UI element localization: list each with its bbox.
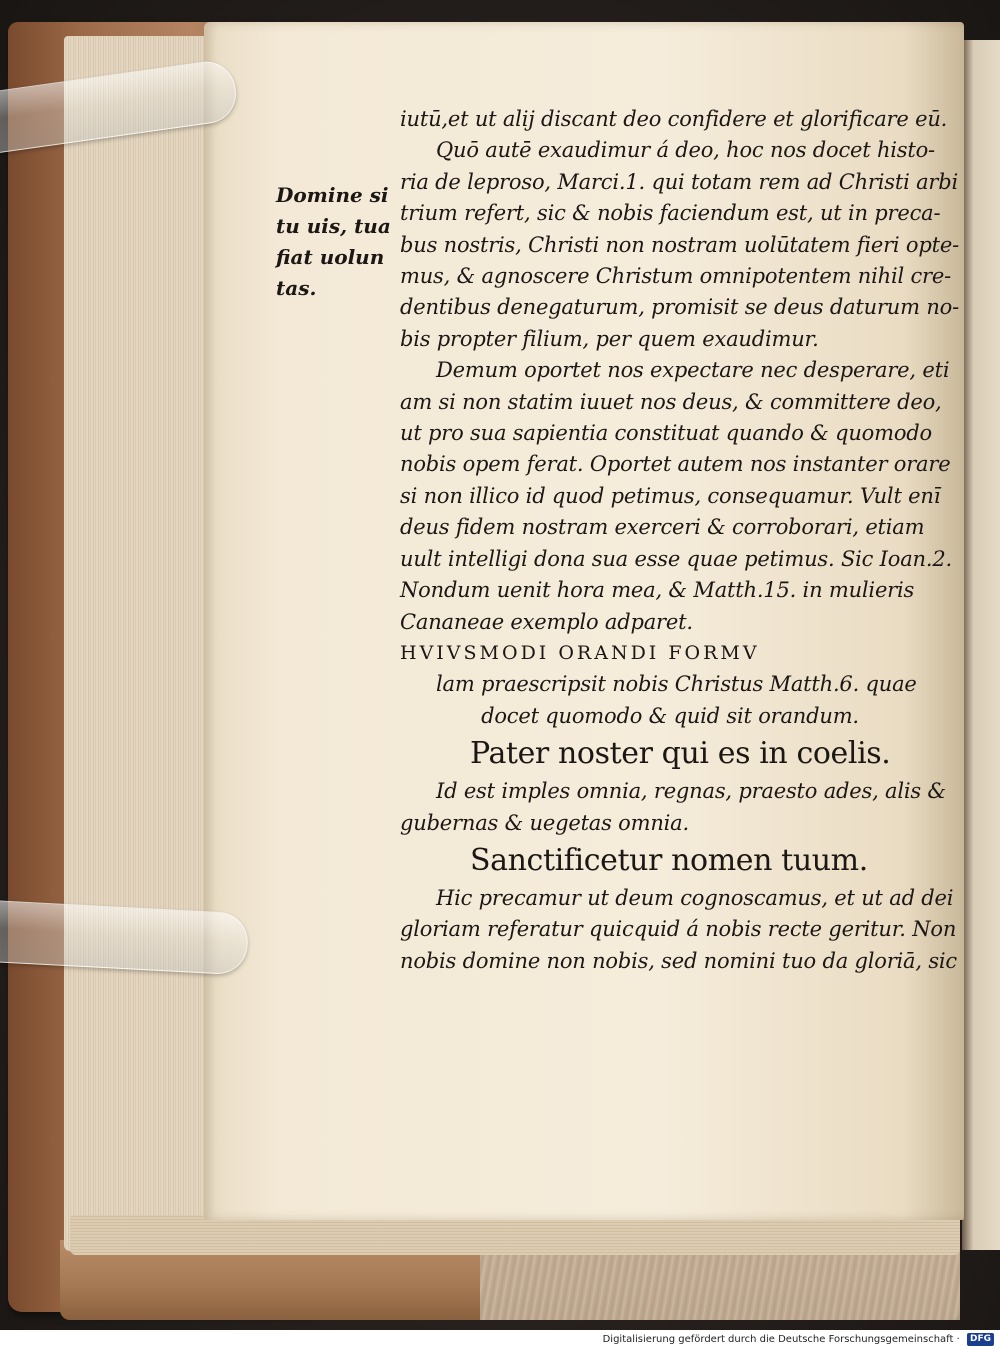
text-line: Cananeae exemplo adparet. — [400, 609, 693, 634]
text-line: ria de leproso, Marci.1. qui totam rem ad Christi arbi — [400, 169, 959, 194]
text-line: nobis opem ferat. Oportet autem nos instanter orare — [400, 452, 951, 477]
text-line: am si non statim iuuet nos deus, & committere deo, — [400, 389, 942, 414]
digitization-footer — [0, 1330, 1000, 1349]
page-stack-edge — [64, 36, 214, 1251]
text-line: Id est imples omnia, regnas, praesto ades, alis & — [436, 779, 946, 804]
text-line: iutū,et ut alij discant deo confidere et glorificare eū. — [400, 107, 948, 131]
margin-note — [276, 180, 406, 304]
margin-note-line: fiat uolun — [276, 245, 385, 269]
spine-cloth — [480, 1250, 960, 1320]
text-line: mus, & agnoscere Christum omnipotentem nihil cre- — [400, 264, 951, 289]
text-line: Hic precamur ut deum cognoscamus, et ut ad dei — [436, 885, 954, 910]
section-heading-line: docet quomodo & quid sit orandum. — [481, 703, 859, 728]
margin-note-line: tas. — [276, 276, 317, 300]
text-line: si non illico id quod petimus, consequamur. Vult enī — [400, 483, 941, 508]
page-stack-bottom-edge — [70, 1215, 960, 1255]
text-line: Demum oportet nos expectare nec desperare, eti — [436, 358, 950, 383]
text-line: uult intelligi dona sua esse quae petimus. Sic Ioan.2. — [400, 546, 952, 571]
section-heading-line: lam praescripsit nobis Christus Matth.6. quae — [436, 672, 917, 697]
text-line: ut pro sua sapientia constituat quando & quomodo — [400, 421, 932, 446]
footer-credit: Digitalisierung gefördert durch die Deutsche Forschungsgemeinschaft · — [602, 1334, 960, 1345]
petition-heading: Pater noster qui es in coelis. — [470, 736, 891, 772]
text-line: bus nostris, Christi non nostram uolūtatem fieri opte- — [400, 232, 959, 257]
text-line: Quō autē exaudimur á deo, hoc nos docet histo- — [436, 138, 935, 163]
facing-page-edge — [962, 40, 1000, 1250]
dfg-logo: DFG — [967, 1333, 994, 1346]
text-line: deus fidem nostram exerceri & corroborari, etiam — [400, 515, 925, 540]
margin-note-line: tu uis, tua — [276, 214, 391, 238]
petition-heading: Sanctificetur nomen tuum. — [470, 842, 868, 878]
text-line: dentibus denegaturum, promisit se deus daturum no- — [400, 295, 959, 320]
section-heading: HVIVSMODI ORANDI FORMV — [400, 641, 760, 664]
margin-note-line: Domine si — [276, 183, 389, 207]
text-line: gloriam referatur quicquid á nobis recte geritur. Non — [400, 917, 957, 942]
glass-page-clip-bottom — [0, 900, 249, 975]
text-line: trium refert, sic & nobis faciendum est, ut in preca- — [400, 201, 941, 226]
page-text — [400, 104, 959, 977]
text-line: bis propter filium, per quem exaudimur. — [400, 326, 819, 351]
text-line: gubernas & uegetas omnia. — [400, 810, 689, 835]
text-line: Nondum uenit hora mea, & Matth.15. in mulieris — [400, 578, 915, 603]
text-line: nobis domine non nobis, sed nomini tuo da gloriā, sic — [400, 948, 957, 973]
